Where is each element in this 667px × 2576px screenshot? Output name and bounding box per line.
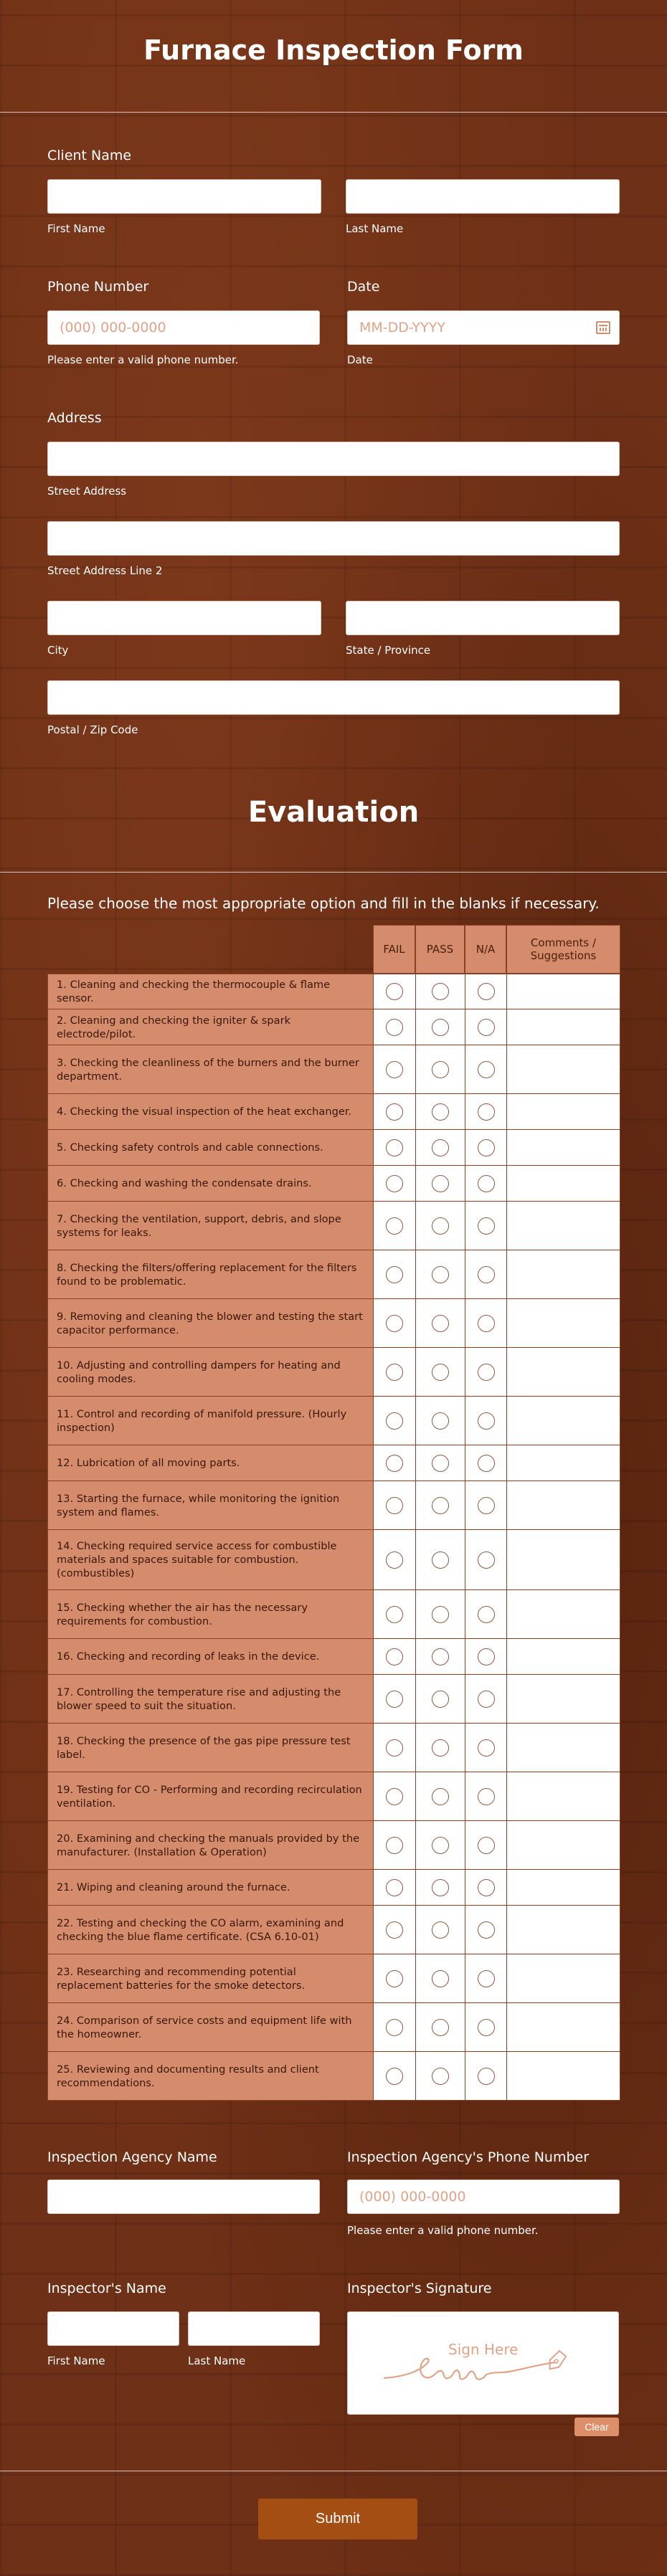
pass-radio[interactable] (432, 1139, 449, 1156)
pass-cell (415, 2003, 465, 2051)
column-comments: Comments / Suggestions (506, 925, 620, 974)
pass-cell (415, 1045, 465, 1093)
na-cell (465, 1009, 506, 1045)
column-na: N/A (465, 925, 506, 974)
fail-radio[interactable] (386, 1606, 403, 1623)
date-input[interactable] (347, 310, 620, 345)
table-row (47, 1009, 620, 1045)
table-row (47, 2052, 620, 2101)
table-row (47, 1772, 620, 1821)
fail-radio[interactable] (386, 1266, 403, 1283)
table-row (47, 974, 620, 1009)
comments-input[interactable] (506, 1348, 620, 1396)
pass-radio[interactable] (432, 1412, 449, 1430)
pass-cell (415, 2052, 465, 2100)
column-pass: PASS (415, 925, 465, 974)
comments-input[interactable] (506, 2052, 620, 2100)
na-cell (465, 1530, 506, 1589)
comments-input[interactable] (506, 1821, 620, 1869)
fail-cell (373, 1009, 415, 1045)
na-radio[interactable] (478, 1497, 495, 1514)
column-fail: FAIL (373, 925, 415, 974)
na-radio[interactable] (478, 1175, 495, 1192)
last-name-input[interactable] (346, 179, 620, 214)
fail-cell (373, 1299, 415, 1347)
question-text: 15. Checking whether the air has the necessary requirements for combustion. (47, 1590, 373, 1638)
na-radio[interactable] (478, 1019, 495, 1036)
fail-radio[interactable] (386, 1551, 403, 1569)
matrix-header (47, 925, 620, 974)
fail-cell (373, 1397, 415, 1445)
table-row (47, 1675, 620, 1724)
na-radio[interactable] (478, 1879, 495, 1896)
pass-radio[interactable] (432, 1061, 449, 1078)
na-radio[interactable] (478, 2019, 495, 2036)
pass-cell (415, 1348, 465, 1396)
pass-cell (415, 1445, 465, 1481)
comments-input[interactable] (506, 1445, 620, 1481)
comments-input[interactable] (506, 1094, 620, 1129)
pass-radio[interactable] (432, 1788, 449, 1805)
question-text: 24. Comparison of service costs and equipment life with the homeowner. (47, 2003, 373, 2051)
question-text: 8. Checking the filters/offering replacement for the filters found to be problematic. (47, 1250, 373, 1298)
table-row (47, 1130, 620, 1166)
question-text: 23. Researching and recommending potential replacement batteries for the smoke detectors. (47, 1954, 373, 2002)
na-radio[interactable] (478, 1315, 495, 1332)
pass-cell (415, 1202, 465, 1250)
question-text: 12. Lubrication of all moving parts. (47, 1445, 373, 1481)
pass-radio[interactable] (432, 1217, 449, 1235)
na-radio[interactable] (478, 1139, 495, 1156)
comments-input[interactable] (506, 1397, 620, 1445)
table-row (47, 1590, 620, 1639)
question-text: 22. Testing and checking the CO alarm, examining and checking the blue flame certificate. (CSA 6.10-01) (47, 1906, 373, 1954)
agency-name-label: Inspection Agency Name (47, 2149, 217, 2165)
na-radio[interactable] (478, 1103, 495, 1121)
first-name-sublabel: First Name (47, 222, 105, 235)
na-cell (465, 1202, 506, 1250)
comments-input[interactable] (506, 1954, 620, 2002)
comments-input[interactable] (506, 1202, 620, 1250)
pass-radio[interactable] (432, 1455, 449, 1472)
client-name-label: Client Name (47, 148, 132, 163)
pass-cell (415, 1870, 465, 1905)
na-cell (465, 1675, 506, 1723)
fail-radio[interactable] (386, 1788, 403, 1805)
na-radio[interactable] (478, 1970, 495, 1987)
table-row (47, 1348, 620, 1397)
pass-cell (415, 1954, 465, 2002)
na-radio[interactable] (478, 1606, 495, 1623)
fail-cell (373, 1590, 415, 1638)
pass-cell (415, 1772, 465, 1820)
fail-radio[interactable] (386, 1412, 403, 1430)
table-row (47, 1724, 620, 1772)
na-radio[interactable] (478, 983, 495, 1000)
table-row (47, 1906, 620, 1954)
pass-radio[interactable] (432, 1739, 449, 1757)
pass-radio[interactable] (432, 1315, 449, 1332)
fail-radio[interactable] (386, 1455, 403, 1472)
pass-radio[interactable] (432, 1691, 449, 1708)
na-cell (465, 1481, 506, 1529)
fail-radio[interactable] (386, 1837, 403, 1854)
na-cell (465, 1954, 506, 2002)
na-cell (465, 1590, 506, 1638)
inspector-first-name-input[interactable] (47, 2311, 179, 2346)
comments-input[interactable] (506, 1009, 620, 1045)
page-title: Furnace Inspection Form (143, 34, 524, 66)
na-cell (465, 1724, 506, 1772)
table-row (47, 1045, 620, 1094)
table-row (47, 1954, 620, 2003)
fail-radio[interactable] (386, 1175, 403, 1192)
fail-cell (373, 1166, 415, 1201)
signature-label: Inspector's Signature (347, 2281, 492, 2296)
question-text: 19. Testing for CO - Performing and recording recirculation ventilation. (47, 1772, 373, 1820)
fail-radio[interactable] (386, 1921, 403, 1939)
pass-radio[interactable] (432, 1921, 449, 1939)
question-text: 18. Checking the presence of the gas pipe pressure test label. (47, 1724, 373, 1772)
street-address-input[interactable] (47, 442, 620, 476)
pass-cell (415, 1009, 465, 1045)
pass-cell (415, 1724, 465, 1772)
signature-placeholder: Sign Here (448, 2341, 519, 2358)
comments-input[interactable] (506, 1590, 620, 1638)
question-text: 11. Control and recording of manifold pressure. (Hourly inspection) (47, 1397, 373, 1445)
fail-cell (373, 1530, 415, 1589)
inspector-first-name-sublabel: First Name (47, 2354, 105, 2367)
fail-cell (373, 1675, 415, 1723)
table-row (47, 1530, 620, 1590)
na-cell (465, 974, 506, 1009)
fail-cell (373, 1772, 415, 1820)
pass-cell (415, 1481, 465, 1529)
fail-radio[interactable] (386, 1061, 403, 1078)
divider (0, 112, 667, 113)
pass-radio[interactable] (432, 1879, 449, 1896)
fail-cell (373, 1481, 415, 1529)
pass-cell (415, 1675, 465, 1723)
table-row (47, 1397, 620, 1445)
comments-input[interactable] (506, 974, 620, 1009)
divider (0, 872, 667, 873)
agency-name-input[interactable] (47, 2180, 320, 2214)
na-cell (465, 1445, 506, 1481)
question-text: 5. Checking safety controls and cable connections. (47, 1130, 373, 1165)
pass-cell (415, 1299, 465, 1347)
pass-cell (415, 1530, 465, 1589)
comments-input[interactable] (506, 1906, 620, 1954)
question-text: 7. Checking the ventilation, support, debris, and slope systems for leaks. (47, 1202, 373, 1250)
na-radio[interactable] (478, 1648, 495, 1665)
address-label: Address (47, 410, 102, 426)
pass-radio[interactable] (432, 1497, 449, 1514)
na-cell (465, 1166, 506, 1201)
agency-phone-label: Inspection Agency's Phone Number (347, 2149, 590, 2165)
question-text: 4. Checking the visual inspection of the heat exchanger. (47, 1094, 373, 1129)
fail-cell (373, 1870, 415, 1905)
fail-radio[interactable] (386, 1879, 403, 1896)
fail-radio[interactable] (386, 1970, 403, 1987)
pass-radio[interactable] (432, 1019, 449, 1036)
agency-phone-input[interactable]: (000) 000-0000 (347, 2180, 620, 2214)
fail-cell (373, 2003, 415, 2051)
inspector-last-name-sublabel: Last Name (188, 2354, 246, 2367)
na-radio[interactable] (478, 2068, 495, 2085)
fail-cell (373, 1250, 415, 1298)
na-cell (465, 2003, 506, 2051)
fail-radio[interactable] (386, 1103, 403, 1121)
fail-cell (373, 1724, 415, 1772)
pass-radio[interactable] (432, 1648, 449, 1665)
pass-cell (415, 1397, 465, 1445)
comments-input[interactable] (506, 1870, 620, 1905)
table-row (47, 1481, 620, 1530)
fail-cell (373, 2052, 415, 2100)
na-cell (465, 2052, 506, 2100)
table-row (47, 1821, 620, 1870)
pass-radio[interactable] (432, 1103, 449, 1121)
na-cell (465, 1045, 506, 1093)
question-text: 16. Checking and recording of leaks in the device. (47, 1639, 373, 1674)
comments-input[interactable] (506, 1675, 620, 1723)
na-radio[interactable] (478, 1739, 495, 1757)
pass-radio[interactable] (432, 1551, 449, 1569)
comments-input[interactable] (506, 1530, 620, 1589)
fail-cell (373, 1906, 415, 1954)
matrix-body (47, 974, 620, 2101)
comments-input[interactable] (506, 1299, 620, 1347)
comments-input[interactable] (506, 1166, 620, 1201)
fail-cell (373, 1348, 415, 1396)
question-text: 1. Cleaning and checking the thermocouple & flame sensor. (47, 974, 373, 1009)
state-sublabel: State / Province (346, 644, 431, 657)
pass-radio[interactable] (432, 1175, 449, 1192)
street-address-line2-input[interactable] (47, 521, 620, 556)
na-radio[interactable] (478, 1412, 495, 1430)
pass-radio[interactable] (432, 1606, 449, 1623)
fail-cell (373, 974, 415, 1009)
comments-input[interactable] (506, 1250, 620, 1298)
street-address-sublabel: Street Address (47, 485, 127, 498)
na-radio[interactable] (478, 1921, 495, 1939)
na-cell (465, 1639, 506, 1674)
postal-code-sublabel: Postal / Zip Code (47, 723, 138, 736)
phone-number-input[interactable]: (000) 000-0000 (47, 310, 320, 345)
fail-radio[interactable] (386, 1139, 403, 1156)
inspector-name-label: Inspector's Name (47, 2281, 166, 2296)
first-name-input[interactable] (47, 179, 321, 214)
phone-number-label: Phone Number (47, 279, 149, 295)
fail-radio[interactable] (386, 1315, 403, 1332)
pass-radio[interactable] (432, 983, 449, 1000)
fail-cell (373, 1445, 415, 1481)
na-cell (465, 1906, 506, 1954)
na-cell (465, 1772, 506, 1820)
question-text: 21. Wiping and cleaning around the furnace. (47, 1870, 373, 1905)
pass-radio[interactable] (432, 1266, 449, 1283)
last-name-sublabel: Last Name (346, 222, 404, 235)
fail-radio[interactable] (386, 1217, 403, 1235)
postal-code-input[interactable] (47, 680, 620, 715)
date-placeholder: MM-DD-YYYY (359, 320, 445, 336)
evaluation-title: Evaluation (247, 796, 420, 829)
fail-cell (373, 1130, 415, 1165)
inspector-last-name-input[interactable] (188, 2311, 320, 2346)
fail-radio[interactable] (386, 1497, 403, 1514)
table-row (47, 1094, 620, 1130)
question-text: 13. Starting the furnace, while monitoring the ignition system and flames. (47, 1481, 373, 1529)
date-sublabel: Date (347, 353, 373, 366)
table-row (47, 1166, 620, 1202)
na-radio[interactable] (478, 1061, 495, 1078)
fail-cell (373, 1821, 415, 1869)
pass-radio[interactable] (432, 2019, 449, 2036)
pass-cell (415, 1906, 465, 1954)
table-row (47, 1250, 620, 1299)
fail-cell (373, 1639, 415, 1674)
submit-button[interactable]: Submit (258, 2499, 417, 2539)
na-radio[interactable] (478, 1691, 495, 1708)
comments-input[interactable] (506, 1130, 620, 1165)
table-row (47, 1202, 620, 1250)
state-input[interactable] (346, 601, 620, 635)
pass-cell (415, 1094, 465, 1129)
table-row (47, 1870, 620, 1906)
pass-radio[interactable] (432, 1837, 449, 1854)
street-address-line2-sublabel: Street Address Line 2 (47, 564, 163, 577)
question-text: 17. Controlling the temperature rise and adjusting the blower speed to suit the situation. (47, 1675, 373, 1723)
comments-input[interactable] (506, 1772, 620, 1820)
question-text: 20. Examining and checking the manuals provided by the manufacturer. (Installation & Operation) (47, 1821, 373, 1869)
comments-input[interactable] (506, 1045, 620, 1093)
agency-phone-help: Please enter a valid phone number. (347, 2224, 539, 2237)
table-row (47, 1299, 620, 1348)
na-cell (465, 1397, 506, 1445)
evaluation-intro: Please choose the most appropriate option and fill in the blanks if necessary. (47, 895, 600, 912)
comments-input[interactable] (506, 1481, 620, 1529)
pass-radio[interactable] (432, 1970, 449, 1987)
fail-radio[interactable] (386, 1691, 403, 1708)
pass-cell (415, 1130, 465, 1165)
signature-pad[interactable] (347, 2311, 619, 2415)
pass-cell (415, 1590, 465, 1638)
comments-input[interactable] (506, 2003, 620, 2051)
clear-signature-button[interactable]: Clear (574, 2418, 619, 2436)
question-text: 2. Cleaning and checking the igniter & spark electrode/pilot. (47, 1009, 373, 1045)
question-text: 6. Checking and washing the condensate drains. (47, 1166, 373, 1201)
fail-cell (373, 1094, 415, 1129)
evaluation-matrix (47, 925, 620, 2101)
pass-cell (415, 1639, 465, 1674)
comments-input[interactable] (506, 1724, 620, 1772)
fail-radio[interactable] (386, 983, 403, 1000)
date-label: Date (347, 279, 380, 295)
pass-cell (415, 1166, 465, 1201)
fail-radio[interactable] (386, 1739, 403, 1757)
na-cell (465, 1094, 506, 1129)
fail-cell (373, 1045, 415, 1093)
fail-cell (373, 1202, 415, 1250)
pass-cell (415, 1250, 465, 1298)
na-cell (465, 1130, 506, 1165)
na-radio[interactable] (478, 1837, 495, 1854)
pass-cell (415, 1821, 465, 1869)
question-text: 14. Checking required service access for combustible materials and spaces suitable for combustion. (combustibles) (47, 1530, 373, 1589)
city-sublabel: City (47, 644, 69, 657)
na-radio[interactable] (478, 1217, 495, 1235)
fail-radio[interactable] (386, 2019, 403, 2036)
question-text: 3. Checking the cleanliness of the burners and the burner department. (47, 1045, 373, 1093)
pass-radio[interactable] (432, 1364, 449, 1381)
na-cell (465, 1348, 506, 1396)
question-text: 10. Adjusting and controlling dampers for heating and cooling modes. (47, 1348, 373, 1396)
na-radio[interactable] (478, 1551, 495, 1569)
na-cell (465, 1299, 506, 1347)
na-radio[interactable] (478, 1266, 495, 1283)
na-radio[interactable] (478, 1364, 495, 1381)
table-row (47, 1445, 620, 1481)
fail-radio[interactable] (386, 2068, 403, 2085)
fail-radio[interactable] (386, 1019, 403, 1036)
question-text: 9. Removing and cleaning the blower and testing the start capacitor performance. (47, 1299, 373, 1347)
city-input[interactable] (47, 601, 321, 635)
pass-cell (415, 974, 465, 1009)
fail-radio[interactable] (386, 1648, 403, 1665)
fail-cell (373, 1954, 415, 2002)
comments-input[interactable] (506, 1639, 620, 1674)
table-row (47, 1639, 620, 1675)
table-row (47, 2003, 620, 2052)
na-cell (465, 1250, 506, 1298)
na-radio[interactable] (478, 1788, 495, 1805)
calendar-icon[interactable] (596, 321, 610, 334)
question-text: 25. Reviewing and documenting results and client recommendations. (47, 2052, 373, 2100)
na-radio[interactable] (478, 1455, 495, 1472)
signature-scribble-icon (377, 2349, 592, 2392)
fail-radio[interactable] (386, 1364, 403, 1381)
na-cell (465, 1821, 506, 1869)
na-cell (465, 1870, 506, 1905)
phone-help-text: Please enter a valid phone number. (47, 353, 239, 366)
pass-radio[interactable] (432, 2068, 449, 2085)
